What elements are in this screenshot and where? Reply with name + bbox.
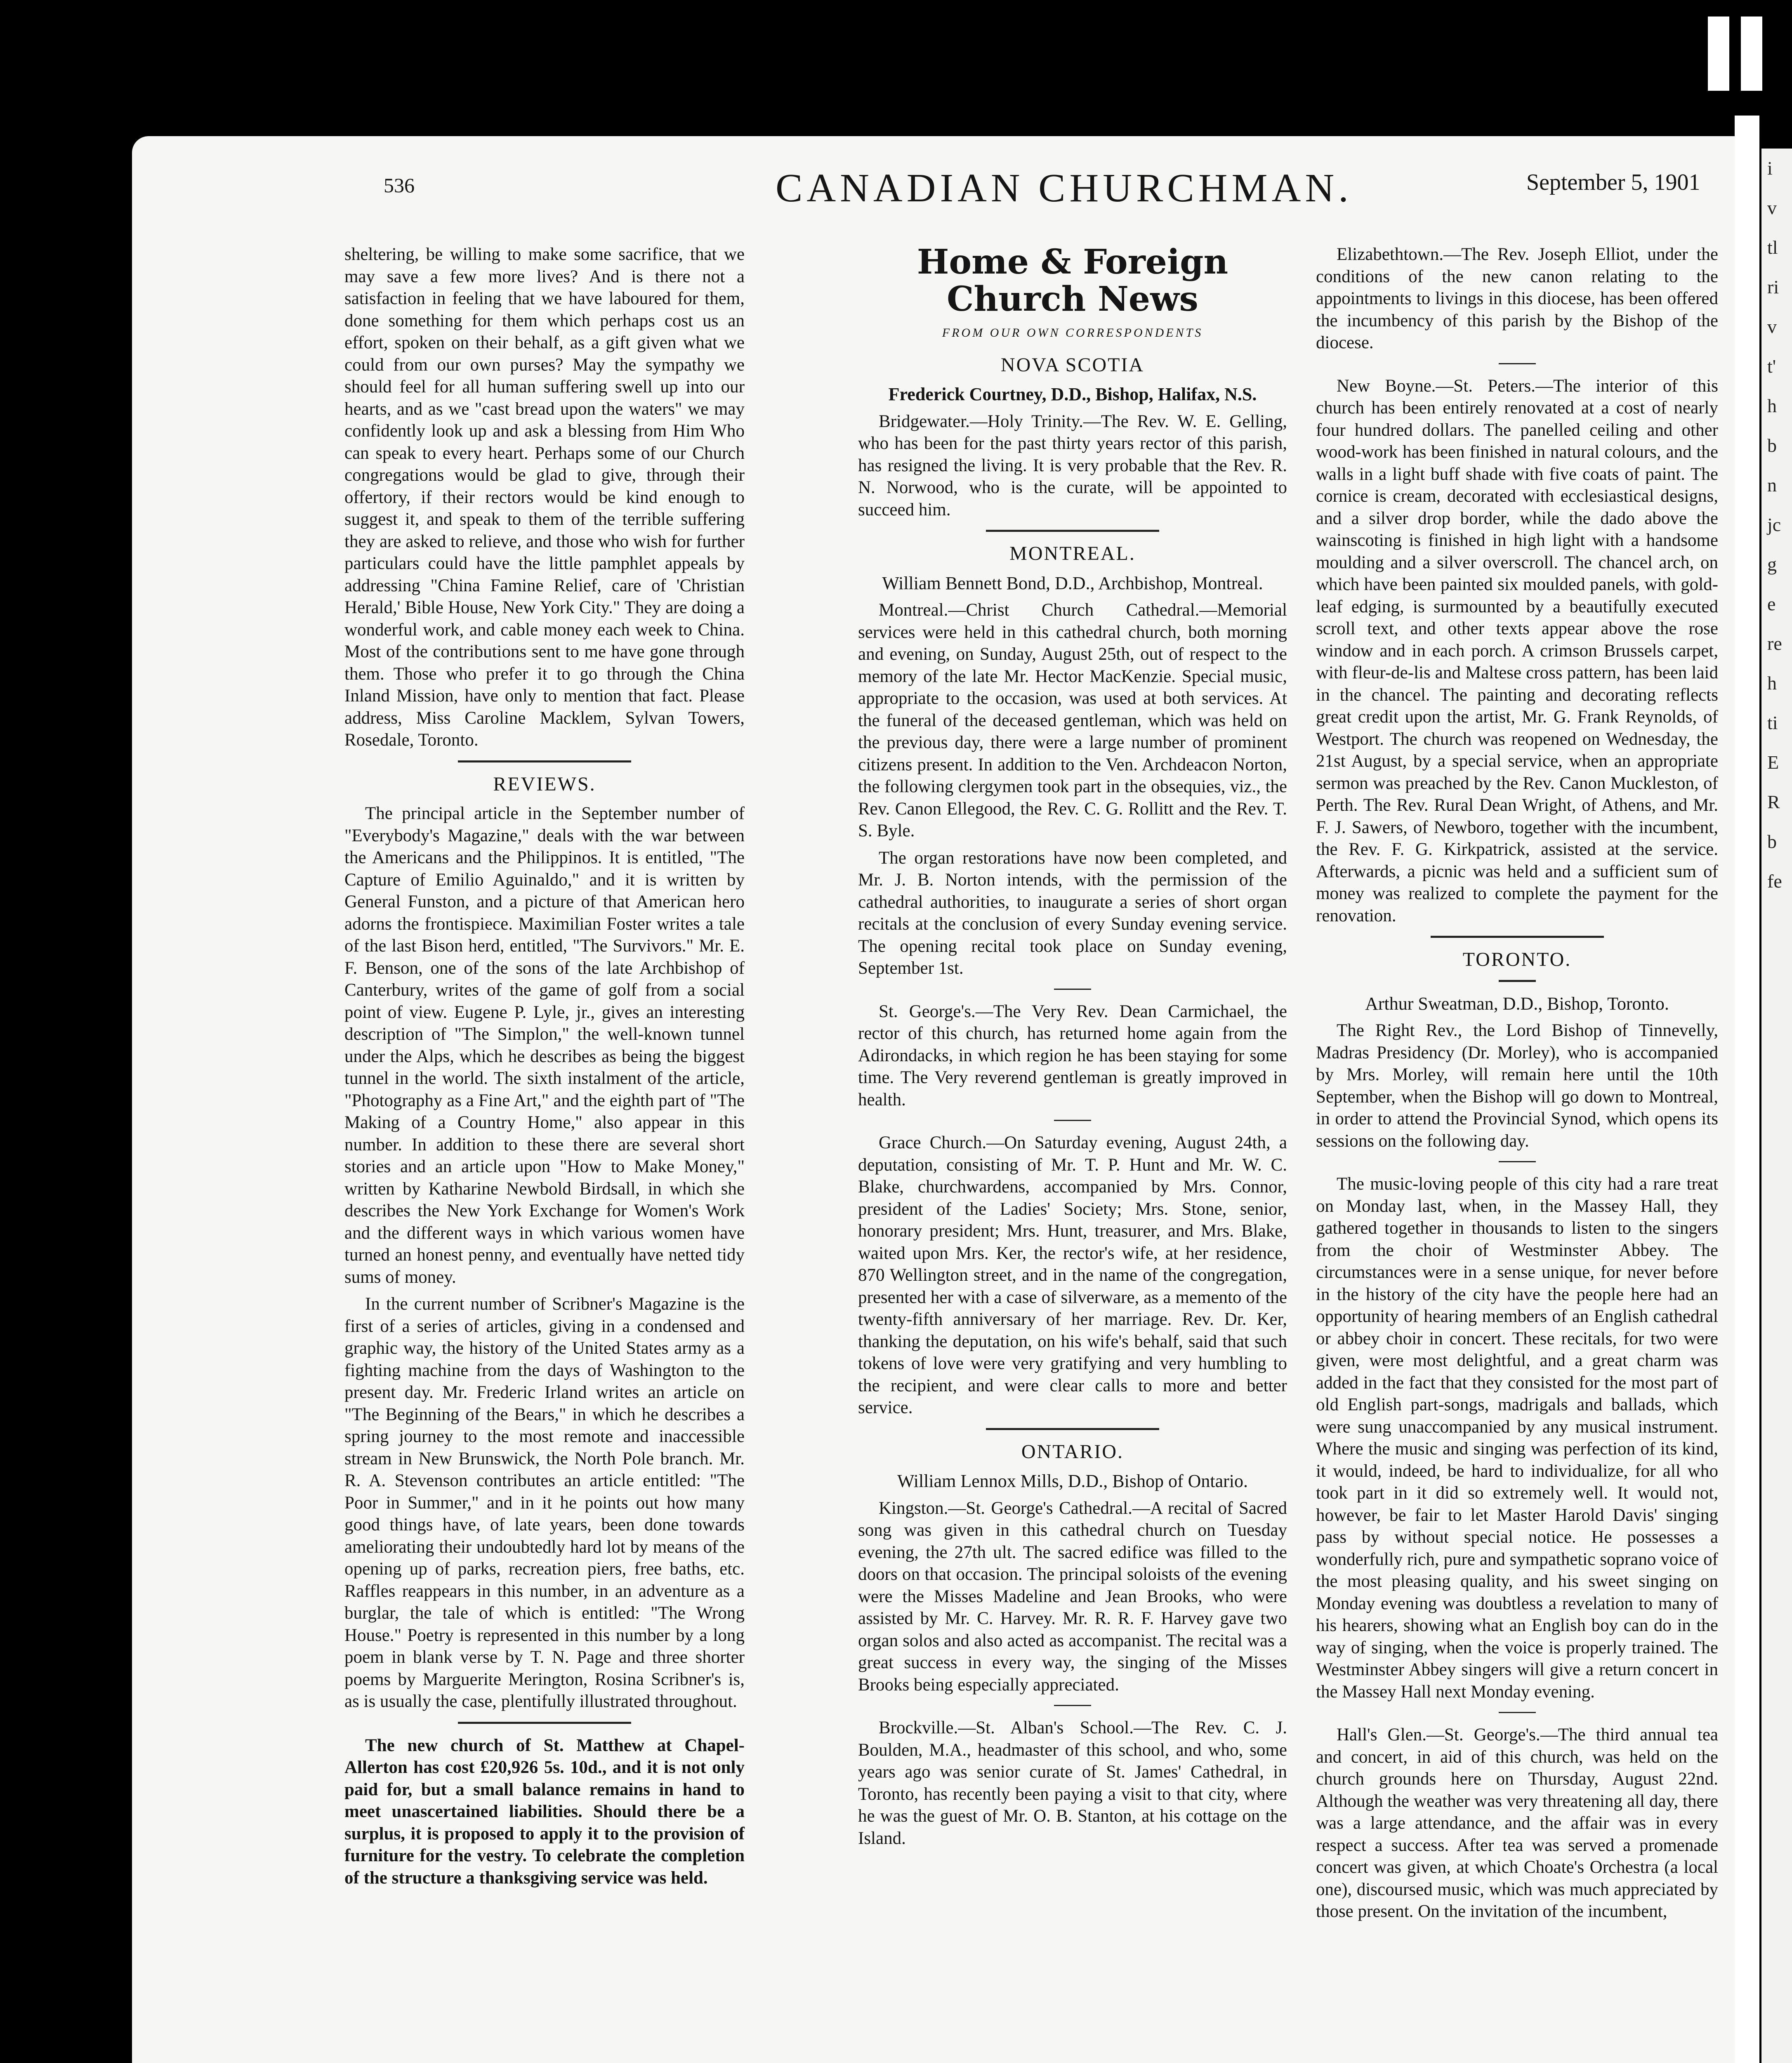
section-heading-reviews: REVIEWS.: [493, 773, 596, 795]
bishop-byline: Arthur Sweatman, D.D., Bishop, Toronto.: [1365, 993, 1669, 1014]
paragraph: Brockville.—St. Alban's School.—The Rev. C. J. Boulden, M.A., headmaster of this school, and who, some years ago was senior curate of St. James' Cathedral, in Toronto, has recently been paying a visit to that city, where he was the guest of Mr. O. B. Stanton, at his cottage on the Island.: [858, 1718, 1287, 1848]
paragraph: sheltering, be willing to make some sacrifice, that we may save a few more lives? And is there not a satisfaction in feeling that we have laboured for them, done something for them which perhaps cost us an effort, spoken on their behalf, as a gift given what we could from our own purses? May the sympathy we should feel for all human suffering swell up into our hearts, and as we "cast bread upon the waters" we may confidently look up and ask a blessing from Him Who can speak to every heart. Perhaps some of our Church congregations would be glad to give, through their offertory, if their rectors would be kind enough to suggest it, and speak to them of the terrible suffering they are asked to relieve, and those who wish for further particulars could have the little pamphlet appeals by addressing "China Famine Relief, care of 'Christian Herald,' Bible House, New York City." They are doing a wonderful work, and cable money each week to China. Most of the contributions sent to me have gone through them. Those who prefer it to go through the China Inland Mission, have only to mention that fact. Please address, Miss Caroline Macklem, Sylvan Towers, Rosedale, Toronto.: [344, 245, 745, 750]
page-fold: [1735, 116, 1759, 2063]
divider: [1431, 936, 1604, 938]
column-right: [1316, 243, 1718, 1928]
divider: [1499, 1161, 1536, 1162]
section-heading-nova-scotia: NOVA SCOTIA: [1000, 354, 1145, 376]
column-left: [344, 243, 745, 1894]
paragraph: Kingston.—St. George's Cathedral.—A recital of Sacred song was given in this cathedral church on Tuesday evening, the 27th ult. The sacred edifice was filled to the doors on that occasion. The principal soloists of the evening were the Misses Madeline and Jean Brooks, who were assisted by Mr. C. Harvey. Mr. R. R. F. Harvey gave two organ solos and also acted as accompanist. The recital was a great success in every way, the singing of the Misses Brooks being especially appreciated.: [858, 1498, 1287, 1695]
page-number: 536: [384, 174, 415, 197]
divider: [986, 1428, 1159, 1430]
masthead-title: CANADIAN CHURCHMAN.: [776, 166, 1353, 210]
divider: [458, 1722, 631, 1724]
bishop-byline: William Lennox Mills, D.D., Bishop of Ontario.: [897, 1471, 1248, 1491]
column-middle: [858, 243, 1287, 1854]
paragraph: Montreal.—Christ Church Cathedral.—Memorial services were held in this cathedral church, both morning and evening, on Sunday, August 25th, out of respect to the memory of the late Mr. Hector MacKenzie. Special music, appropriate to the occasion, was used at both services. At the funeral of the deceased gentleman, which was held on the previous day, there were a large number of prominent citizens present. In addition to the Ven. Archdeacon Norton, the following clergymen took part in the obsequies, viz., the Rev. Canon Ellegood, the Rev. C. G. Rollitt and the Rev. T. S. Byle.: [858, 600, 1287, 840]
paragraph: Grace Church.—On Saturday evening, August 24th, a deputation, consisting of Mr. T. P. Hunt and Mr. W. C. Blake, churchwardens, accompanied by Mrs. Connor, president of the Ladies' Society; Mrs. Stone, senior, honorary president; Mrs. Hunt, treasurer, and Mrs. Blake, waited upon Mrs. Ker, the rector's wife, at her residence, 870 Wellington street, and in the name of the congregation, presented her with a case of silverware, as a memento of the twenty-fifth anniversary of her marriage. Rev. Dr. Ker, thanking the deputation, on his wife's behalf, said that such tokens of love were very gratifying and very humbling to the recipient, and were clear calls to more and better service.: [858, 1133, 1287, 1417]
section-heading-ontario: ONTARIO.: [1021, 1440, 1124, 1463]
divider: [1054, 989, 1091, 990]
paragraph: The music-loving people of this city had a rare treat on Monday last, when, in the Massey Hall, they gathered together in thousands to listen to the singers from the choir of Westminster Abbey. The circumstances were in a sense unique, for never before in the history of the city have the people here had an opportunity of hearing members of an English cathedral or abbey choir in concert. These recitals, for two were given, were most delightful, and a great charm was added in the fact that they consisted for the most part of old English part-songs, madrigals and ballads, which were sung unaccompanied by any musical instrument. Where the music and singing was perfection of its kind, it would, indeed, be hard to individualize, for all who took part in it did so extremely well. It would not, however, be fair to let Master Harold Davis' singing pass by without special notice. He possesses a wonderfully rich, pure and sympathetic soprano voice of the most pleasing quality, and his sweet singing on Monday evening was doubtless a revelation to many of his hearers, showing what an English boy can do in the way of singing, when the voice is properly trained. The Westminster Abbey singers will give a return concert in the Massey Hall next Monday evening.: [1316, 1174, 1718, 1702]
news-section-subtitle: FROM OUR OWN CORRESPONDENTS: [942, 326, 1203, 340]
paragraph: New Boyne.—St. Peters.—The interior of this church has been entirely renovated at a cost of nearly four hundred dollars. The panelled ceiling and other wood-work has been finished in natural colours, and the walls in a light buff shade with five coats of paint. The cornice is cream, decorated with ecclesiastical designs, and a silver drop border, while the dado above the wainscoting is finished in high light with a handsome moulding and a silver overscroll. The chancel arch, on which have been painted six moulded panels, with gold-leaf edging, is surmounted by a beautifully executed scroll text, and other texts appear above the rose window and in each porch. A crimson Brussels carpet, with fleur-de-lis and Maltese cross pattern, has been laid in the chancel. The painting and decorating reflects great credit upon the artist, Mr. G. Frank Reynolds, of Westport. The church was reopened on Wednesday, the 21st August, by a special service, when an appropriate sermon was preached by the Rev. Canon Muckleston, of Perth. The Rev. Rural Dean Wright, of Athens, and Mr. F. J. Sawers, of Newboro, together with the incumbent, the Rev. F. G. Kirkpatrick, assisted at the service. Afterwards, a picnic was held and a sufficient sum of money was realized to complete the payment for the renovation.: [1316, 376, 1718, 925]
divider: [1054, 1120, 1091, 1121]
divider: [1499, 1712, 1536, 1713]
bishop-byline: Frederick Courtney, D.D., Bishop, Halifax, N.S.: [888, 384, 1257, 404]
paragraph: Bridgewater.—Holy Trinity.—The Rev. W. E. Gelling, who has been for the past thirty years rector of this parish, has resigned the living. It is very probable that the Rev. R. N. Norwood, who is the curate, will be appointed to succeed him.: [858, 411, 1287, 519]
paragraph: The new church of St. Matthew at Chapel-Allerton has cost £20,926 5s. 10d., and it is not only paid for, but a small balance remains in hand to meet unascertained liabilities. Should there be a surplus, it is proposed to apply it to the provision of furniture for the vestry. To celebrate the completion of the structure a thanksgiving service was held.: [344, 1735, 745, 1888]
issue-date: September 5, 1901: [1526, 170, 1700, 195]
paragraph: St. George's.—The Very Rev. Dean Carmichael, the rector of this church, has returned home again from the Adirondacks, in which region he has been staying for some time. The Very reverend gentleman is greatly improved in health.: [858, 1001, 1287, 1109]
section-heading-montreal: MONTREAL.: [1009, 543, 1136, 564]
paragraph: The principal article in the September number of "Everybody's Magazine," deals with the war between the Americans and the Philippinos. It is entitled, "The Capture of Emilio Aguinaldo," and it is written by General Funston, and a picture of that American hero adorns the frontispiece. Maximilian Foster writes a tale of the last Bison herd, entitled, "The Survivors." Mr. E. F. Benson, one of the sons of the late Archbishop of Canterbury, writes of the game of golf from a social point of view. Eugene P. Lyle, jr., gives an interesting description of "The Simplon," the well-known tunnel under the Alps, which he describes as being the biggest tunnel in the world. The sixth instalment of the article, "Photography as a Fine Art," and the eighth part of "The Making of a Country Home," also appear in this number. In addition to these there are several short stories and an article upon "How to Make Money," written by Katharine Newbold Birdsall, in which she describes the New York Exchange for Women's Work and the different ways in which various women have turned an honest penny, and eventually have netted tidy sums of money.: [344, 804, 745, 1287]
divider: [1499, 980, 1536, 982]
paragraph: In the current number of Scribner's Magazine is the first of a series of articles, giving in a condensed and graphic way, the history of the United States army as a fighting machine from the days of Washington to the present day. Mr. Frederic Irland writes an article on "The Beginning of the Bears," in which he describes a spring journey to the most remote and inaccessible stream in New Brunswick, the North Pole branch. Mr. R. A. Stevenson contributes an article entitled: "The Poor in Summer," and in it he points out how many good things have, of late years, been done towards ameliorating their undoubtedly hard lot by means of the opening up of parks, recreation piers, free baths, etc. Raffles reappears in this number, in an adventure as a burglar, the tale of which is entitled: "The Wrong House." Poetry is represented in this number by a long poem in blank verse by T. N. Page and three shorter poems by Marguerite Merington, Rosina Scribner's is, as is usually the case, plentifully illustrated throughout.: [344, 1294, 745, 1711]
paragraph: The organ restorations have now been completed, and Mr. J. B. Norton intends, with the permission of the cathedral authorities, to inaugurate a series of short organ recitals at the conclusion of every Sunday evening service. The opening recital took place on Sunday evening, September 1st.: [858, 848, 1287, 978]
paragraph: The Right Rev., the Lord Bishop of Tinnevelly, Madras Presidency (Dr. Morley), who is accompanied by Mrs. Morley, will remain here until the 10th September, when the Bishop will go down to Montreal, in order to attend the Provincial Synod, which opens its sessions on the following day.: [1316, 1021, 1718, 1151]
divider: [986, 530, 1159, 532]
paragraph: Hall's Glen.—St. George's.—The third annual tea and concert, in aid of this church, was held on the church grounds here on Thursday, August 22nd. Although the weather was very threatening all day, there was a large attendance, and the affair was in every respect a success. After tea was served a promenade concert was given, at which Choate's Orchestra (a local one), discoursed music, which was much appreciated by those present. On the invitation of the incumbent,: [1316, 1725, 1718, 1921]
bishop-byline: William Bennett Bond, D.D., Archbishop, Montreal.: [882, 573, 1263, 593]
divider: [1054, 1705, 1091, 1706]
divider: [458, 760, 631, 762]
scan-marker: [1741, 17, 1762, 91]
section-heading-toronto: TORONTO.: [1462, 949, 1572, 970]
adjacent-page-strip: i v tl ri v t' h b n jc g e re h ti E R b fe: [1761, 149, 1792, 2063]
scan-marker: [1708, 17, 1729, 91]
divider: [1499, 363, 1536, 364]
news-section-title: Home & Foreign Church News: [917, 242, 1228, 319]
paragraph: Elizabethtown.—The Rev. Joseph Elliot, under the conditions of the new canon relating to the appointments to livings in this diocese, has been offered the incumbency of this parish by the Bishop of the diocese.: [1316, 245, 1718, 352]
